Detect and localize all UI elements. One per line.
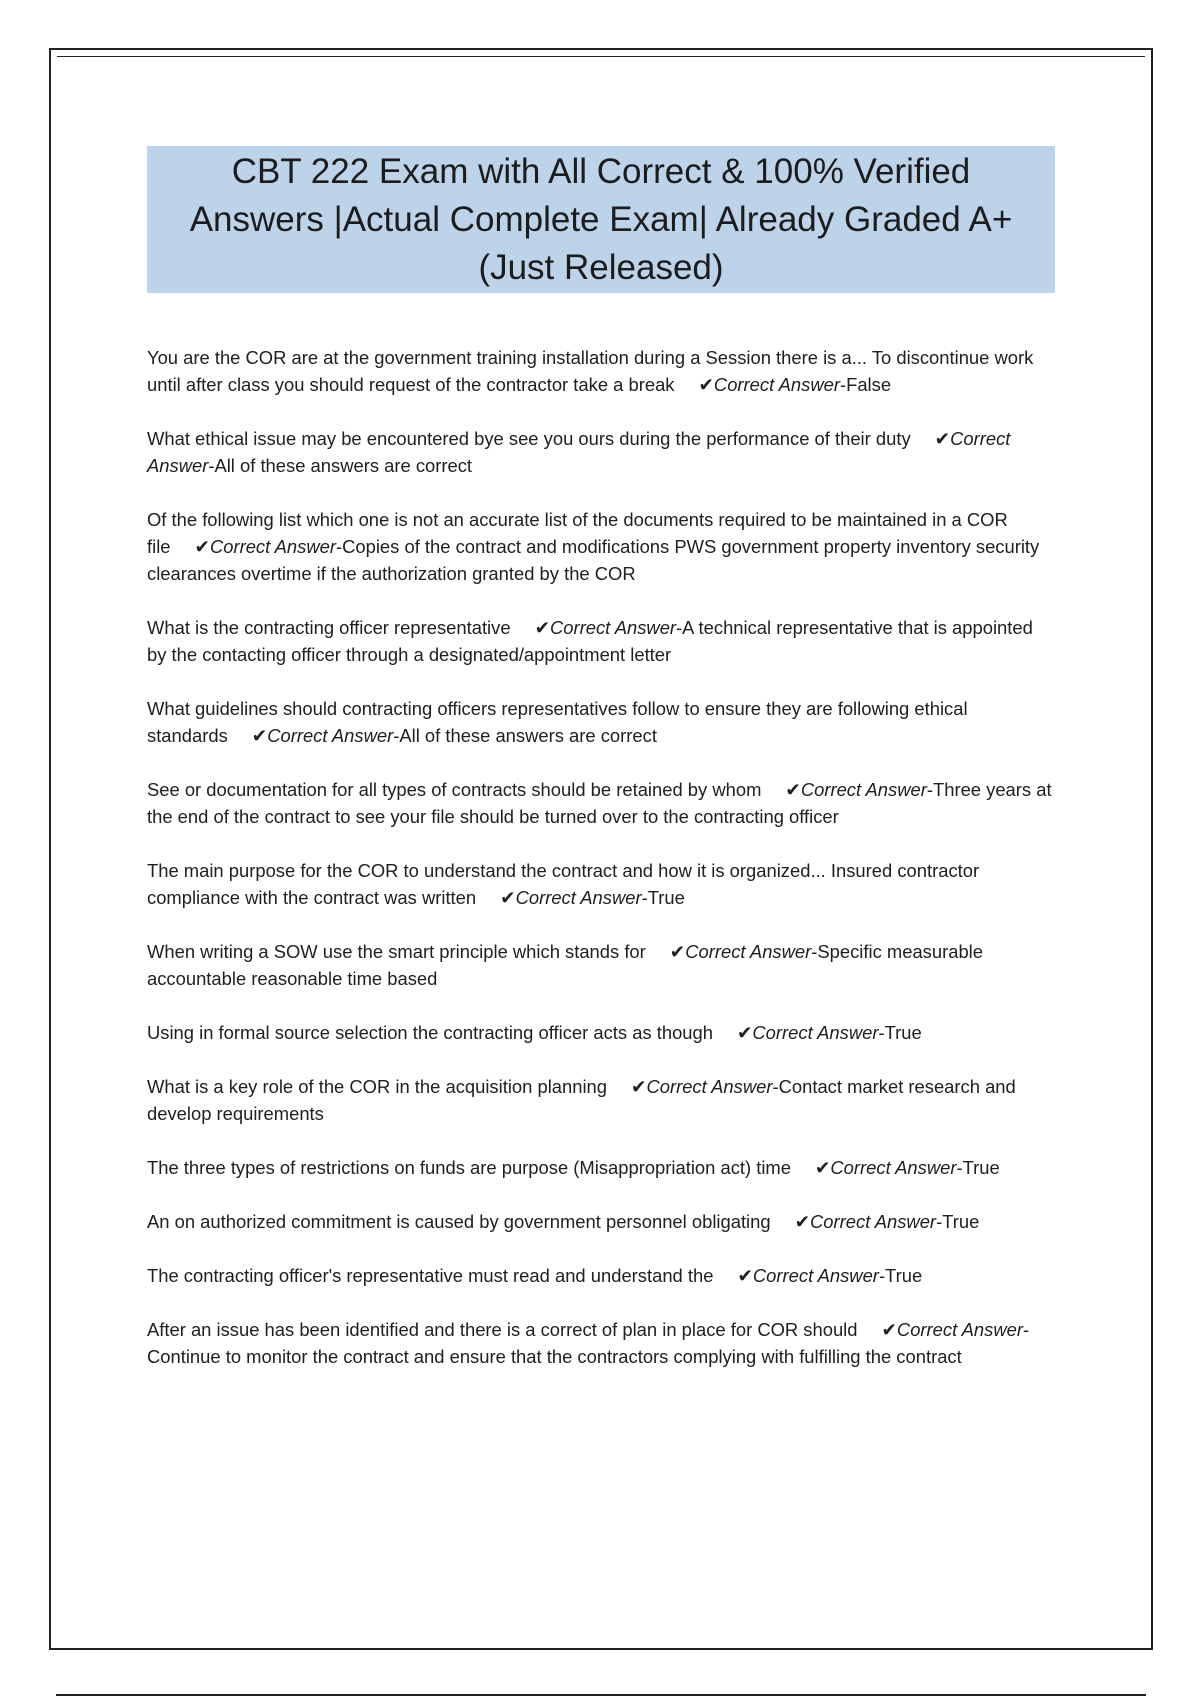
- answer-label-text: Correct Answer: [810, 1211, 937, 1232]
- answer-label-text: Correct Answer: [896, 1319, 1023, 1340]
- answer-text: -Copies of the contract and modifications PWS government property inventory security clearances overtime if the authorization granted by the COR: [147, 536, 1040, 584]
- question-text: The three types of restrictions on funds are purpose (Misappropriation act) time: [147, 1157, 791, 1178]
- qa-item: [147, 1154, 1057, 1181]
- question-text: An on authorized commitment is caused by government personnel obligating: [147, 1211, 771, 1232]
- answer-label-text: Correct Answer: [267, 725, 394, 746]
- answer-text: -True: [936, 1211, 980, 1232]
- answer-text: -Contact market research and develop requirements: [147, 1076, 1016, 1124]
- answer-label-text: Correct Answer: [209, 536, 336, 557]
- correct-answer-label: [500, 887, 641, 908]
- correct-answer-label: [737, 1265, 878, 1286]
- question-text: See or documentation for all types of contracts should be retained by whom: [147, 779, 762, 800]
- checkmark-icon: ✔: [251, 725, 268, 746]
- correct-answer-label: [737, 1022, 878, 1043]
- qa-item: [147, 425, 1057, 479]
- answer-label-text: Correct Answer: [515, 887, 642, 908]
- question-text: You are the COR are at the government training installation during a Session there is a... To discontinue work until after class you should request of the contractor take a break: [147, 347, 1034, 395]
- correct-answer-label: [252, 725, 393, 746]
- checkmark-icon: ✔: [785, 779, 801, 800]
- question-text: The main purpose for the COR to understand the contract and how it is organized... Insured contractor compliance with the contract was written: [147, 860, 980, 908]
- correct-answer-label: [699, 374, 840, 395]
- bottom-rule: [56, 1694, 1146, 1696]
- answer-text: -A technical representative that is appointed by the contacting officer through a designated/appointment letter: [147, 617, 1033, 665]
- checkmark-icon: ✔: [698, 374, 714, 395]
- answer-text: -Continue to monitor the contract and ensure that the contractors complying with fulfilling the contract: [147, 1319, 1030, 1367]
- checkmark-icon: ✔: [194, 536, 210, 557]
- answer-text: -False: [839, 374, 892, 395]
- answer-text: -Specific measurable accountable reasonable time based: [147, 941, 983, 989]
- page-frame: [49, 48, 1153, 1650]
- answer-label-text: Correct Answer: [550, 617, 677, 638]
- qa-item: [147, 614, 1057, 668]
- checkmark-icon: ✔: [794, 1211, 811, 1232]
- answer-text: -Three years at the end of the contract to see your file should be turned over to the contracting officer: [147, 779, 1052, 827]
- answer-label-text: Correct Answer: [830, 1157, 957, 1178]
- answer-label-text: Correct Answer: [646, 1076, 773, 1097]
- qa-item: [147, 1019, 1057, 1046]
- qa-list: [147, 344, 1057, 1397]
- answer-text: -True: [878, 1022, 922, 1043]
- checkmark-icon: ✔: [736, 1022, 753, 1043]
- qa-item: [147, 1262, 1057, 1289]
- question-text: The contracting officer's representative must read and understand the: [147, 1265, 714, 1286]
- checkmark-icon: ✔: [737, 1265, 753, 1286]
- answer-label-text: Correct Answer: [752, 1265, 879, 1286]
- correct-answer-label: [815, 1157, 956, 1178]
- qa-item: [147, 695, 1057, 749]
- question-text: What guidelines should contracting officers representatives follow to ensure they are following ethical standards: [147, 698, 968, 746]
- question-text: Using in formal source selection the contracting officer acts as though: [147, 1022, 713, 1043]
- checkmark-icon: ✔: [881, 1319, 897, 1340]
- answer-text: -True: [878, 1265, 923, 1286]
- top-rule: [57, 56, 1145, 57]
- question-text: What is a key role of the COR in the acquisition planning: [147, 1076, 608, 1097]
- correct-answer-label: [882, 1319, 1023, 1340]
- question-text: What is the contracting officer representative: [147, 617, 511, 638]
- qa-item: [147, 1316, 1057, 1370]
- qa-item: [147, 506, 1057, 587]
- answer-text: -All of these answers are correct: [393, 725, 657, 746]
- correct-answer-label: [631, 1076, 772, 1097]
- checkmark-icon: ✔: [500, 887, 516, 908]
- answer-label-text: Correct Answer: [713, 374, 840, 395]
- answer-label-text: Correct Answer: [800, 779, 927, 800]
- question-text: Of the following list which one is not an accurate list of the documents required to be maintained in a COR file: [147, 509, 1008, 557]
- checkmark-icon: ✔: [534, 617, 550, 638]
- question-text: When writing a SOW use the smart principle which stands for: [147, 941, 646, 962]
- question-text: After an issue has been identified and there is a correct of plan in place for COR should: [147, 1319, 858, 1340]
- checkmark-icon: ✔: [631, 1076, 647, 1097]
- qa-item: [147, 857, 1057, 911]
- answer-text: -True: [956, 1157, 1000, 1178]
- qa-item: [147, 1208, 1057, 1235]
- title-banner: [147, 146, 1055, 293]
- qa-item: [147, 1073, 1057, 1127]
- correct-answer-label: [795, 1211, 936, 1232]
- correct-answer-label: [195, 536, 336, 557]
- correct-answer-label: [785, 779, 926, 800]
- checkmark-icon: ✔: [669, 941, 686, 962]
- correct-answer-label: [670, 941, 811, 962]
- question-text: What ethical issue may be encountered bye see you ours during the performance of their duty: [147, 428, 911, 449]
- checkmark-icon: ✔: [814, 1157, 831, 1178]
- answer-text: -True: [641, 887, 685, 908]
- correct-answer-label: [535, 617, 676, 638]
- answer-label-text: Correct Answer: [147, 428, 1011, 476]
- answer-label-text: Correct Answer: [752, 1022, 879, 1043]
- answer-text: -All of these answers are correct: [208, 455, 473, 476]
- qa-item: [147, 938, 1057, 992]
- qa-item: [147, 776, 1057, 830]
- qa-item: [147, 344, 1057, 398]
- answer-label-text: Correct Answer: [685, 941, 812, 962]
- checkmark-icon: ✔: [934, 428, 951, 449]
- document-title: CBT 222 Exam with All Correct & 100% Verified Answers |Actual Complete Exam| Already Graded A+ (Just Released): [189, 151, 1013, 287]
